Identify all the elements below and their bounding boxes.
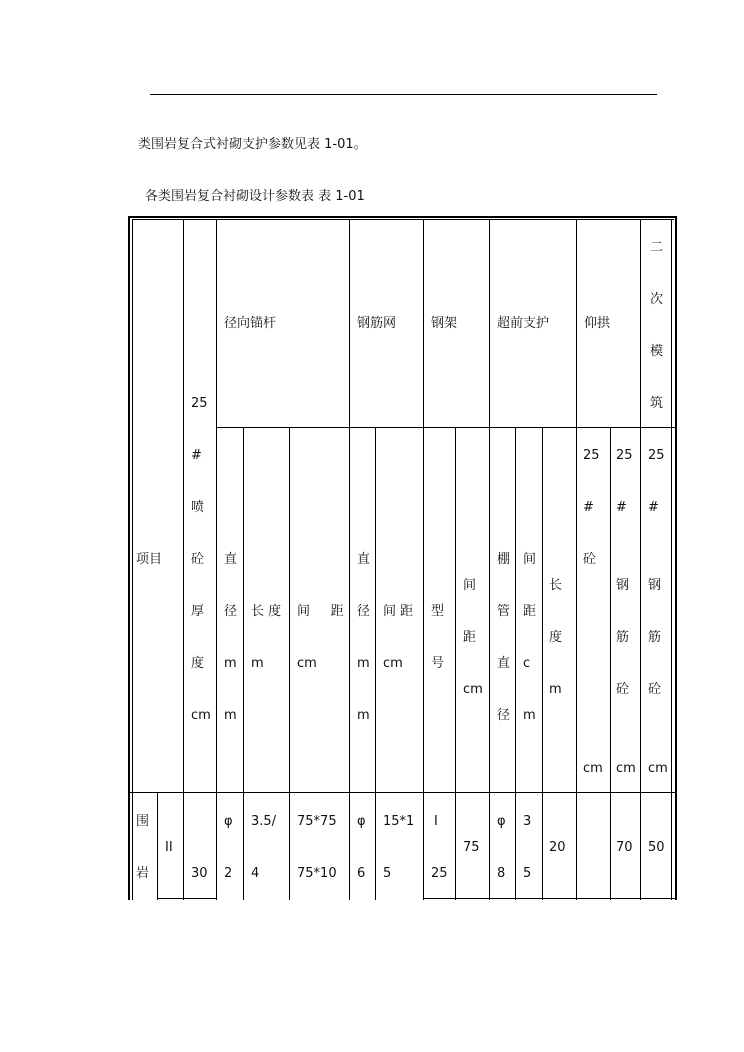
anchor-group-label: 径向锚杆 bbox=[224, 316, 277, 331]
pipe-diameter-header: 直 bbox=[497, 656, 511, 671]
secondary-rebar-header: 钢 bbox=[648, 578, 662, 593]
mesh-diameter-header: m bbox=[357, 656, 370, 671]
pipe-length-header: 长 bbox=[549, 578, 563, 593]
shotcrete-hash: # bbox=[191, 448, 202, 463]
table-border-left-inner bbox=[132, 219, 133, 900]
rock-label: 围 bbox=[136, 814, 150, 829]
intro-text: 类围岩复合式衬砌支护参数见表 1-01。 bbox=[138, 137, 367, 152]
pipe-spacing-unit: c bbox=[523, 656, 531, 671]
mesh-diameter-header: 径 bbox=[357, 604, 371, 619]
anchor-diameter-header: m bbox=[224, 708, 237, 723]
col-rule bbox=[349, 219, 350, 900]
shotcrete-unit: cm bbox=[191, 708, 211, 723]
rock-class: II bbox=[165, 840, 173, 855]
col-rule bbox=[216, 219, 217, 900]
mesh-spacing-value: 5 bbox=[383, 866, 392, 881]
secondary-rebar-hash: # bbox=[648, 500, 659, 515]
anchor-spacing-unit: cm bbox=[297, 656, 317, 671]
rock-label: 岩 bbox=[136, 866, 150, 881]
col-rule bbox=[423, 219, 424, 900]
anchor-diameter-header: m bbox=[224, 656, 237, 671]
secondary-lining-label: 二 bbox=[650, 240, 664, 255]
frame-type-header: 号 bbox=[431, 656, 445, 671]
header-bottom-rule bbox=[128, 792, 677, 793]
shotcrete-label: 喷 bbox=[191, 500, 205, 515]
shotcrete-label: 厚 bbox=[191, 604, 205, 619]
table-caption: 各类围岩复合衬砌设计参数表 表 1-01 bbox=[145, 189, 365, 204]
pipe-length-unit: m bbox=[549, 682, 562, 697]
shotcrete-label: 砼 bbox=[191, 552, 205, 567]
col-rule bbox=[455, 427, 456, 900]
invert-concrete-grade: 25 bbox=[583, 448, 600, 463]
col-rule bbox=[576, 219, 577, 900]
pipe-length-header: 度 bbox=[549, 630, 563, 645]
mesh-spacing-header: 间 距 bbox=[383, 604, 414, 619]
row-rule bbox=[157, 898, 217, 899]
col-rule bbox=[289, 427, 290, 900]
col-rule bbox=[157, 792, 158, 900]
invert-rebar-value: 70 bbox=[616, 840, 633, 855]
col-rule bbox=[542, 427, 543, 900]
col-rule bbox=[183, 219, 184, 900]
table-border-right bbox=[675, 216, 677, 900]
invert-group-label: 仰拱 bbox=[584, 316, 611, 331]
shotcrete-grade: 25 bbox=[191, 396, 208, 411]
mesh-group-label: 钢筋网 bbox=[357, 316, 397, 331]
frame-spacing-header: 距 bbox=[463, 630, 477, 645]
table-border-top-inner bbox=[133, 219, 674, 220]
mesh-diameter-header: m bbox=[357, 708, 370, 723]
pipe-spacing-header: 间 bbox=[523, 552, 537, 567]
invert-rebar-unit: cm bbox=[616, 761, 636, 776]
shotcrete-label: 度 bbox=[191, 656, 205, 671]
pipe-length-value: 20 bbox=[549, 840, 566, 855]
mesh-spacing-unit: cm bbox=[383, 656, 403, 671]
row-rule bbox=[423, 898, 677, 899]
col-rule bbox=[640, 219, 641, 900]
invert-rebar-grade: 25 bbox=[616, 448, 633, 463]
anchor-length-value: 4 bbox=[251, 866, 260, 881]
anchor-diameter-value: 2 bbox=[224, 866, 233, 881]
anchor-diameter-value: φ bbox=[224, 814, 233, 829]
invert-rebar-header: 筋 bbox=[616, 630, 630, 645]
anchor-spacing-header: 间 距 bbox=[297, 604, 344, 619]
pipe-spacing-value: 3 bbox=[523, 814, 532, 829]
table-border-left bbox=[128, 216, 130, 900]
pipe-diameter-value: φ bbox=[497, 814, 506, 829]
pipe-spacing-unit: m bbox=[523, 708, 536, 723]
frame-type-value: I bbox=[434, 814, 438, 829]
anchor-length-value: 3.5/ bbox=[251, 814, 277, 829]
frame-spacing-unit: cm bbox=[463, 682, 483, 697]
pipe-diameter-header: 管 bbox=[497, 604, 511, 619]
secondary-rebar-header: 砼 bbox=[648, 682, 662, 697]
invert-rebar-header: 砼 bbox=[616, 682, 630, 697]
anchor-spacing-value: 75*75 bbox=[297, 814, 337, 829]
table-border-right-inner bbox=[671, 219, 672, 900]
secondary-lining-label: 模 bbox=[650, 344, 664, 359]
secondary-lining-label: 次 bbox=[650, 292, 664, 307]
anchor-diameter-header: 直 bbox=[224, 552, 238, 567]
pipe-diameter-value: 8 bbox=[497, 866, 506, 881]
anchor-length-header: 长 度 bbox=[251, 604, 282, 619]
secondary-rebar-grade: 25 bbox=[648, 448, 665, 463]
anchor-length-unit: m bbox=[251, 656, 264, 671]
mesh-diameter-value: 6 bbox=[357, 866, 366, 881]
frame-type-header: 型 bbox=[431, 604, 445, 619]
col-rule bbox=[489, 219, 490, 900]
steel-frame-group-label: 钢架 bbox=[431, 316, 458, 331]
col-rule bbox=[610, 427, 611, 900]
secondary-lining-label: 筑 bbox=[650, 396, 664, 411]
invert-rebar-header: 钢 bbox=[616, 578, 630, 593]
group-header-rule bbox=[217, 427, 677, 428]
invert-rebar-hash: # bbox=[616, 500, 627, 515]
pipe-spacing-header: 距 bbox=[523, 604, 537, 619]
invert-concrete-hash: # bbox=[583, 500, 594, 515]
col-rule bbox=[375, 427, 376, 900]
pipe-diameter-header: 棚 bbox=[497, 552, 511, 567]
header-rule bbox=[150, 94, 657, 95]
invert-concrete-header: 砼 bbox=[583, 552, 597, 567]
mesh-diameter-header: 直 bbox=[357, 552, 371, 567]
pipe-spacing-value: 5 bbox=[523, 866, 532, 881]
col-item-label: 项目 bbox=[136, 552, 163, 567]
frame-type-value: 25 bbox=[431, 866, 448, 881]
frame-spacing-value: 75 bbox=[463, 840, 480, 855]
col-rule bbox=[243, 427, 244, 900]
secondary-rebar-unit: cm bbox=[648, 761, 668, 776]
mesh-spacing-value: 15*1 bbox=[383, 814, 415, 829]
frame-spacing-header: 间 bbox=[463, 578, 477, 593]
advance-support-group-label: 超前支护 bbox=[497, 316, 550, 331]
invert-concrete-unit: cm bbox=[583, 761, 603, 776]
shotcrete-value: 30 bbox=[191, 866, 208, 881]
col-rule bbox=[515, 427, 516, 900]
anchor-spacing-value: 75*10 bbox=[297, 866, 337, 881]
mesh-diameter-value: φ bbox=[357, 814, 366, 829]
anchor-diameter-header: 径 bbox=[224, 604, 238, 619]
secondary-rebar-header: 筋 bbox=[648, 630, 662, 645]
table-border-top bbox=[128, 216, 677, 218]
secondary-lining-value: 50 bbox=[648, 840, 665, 855]
pipe-diameter-header: 径 bbox=[497, 708, 511, 723]
